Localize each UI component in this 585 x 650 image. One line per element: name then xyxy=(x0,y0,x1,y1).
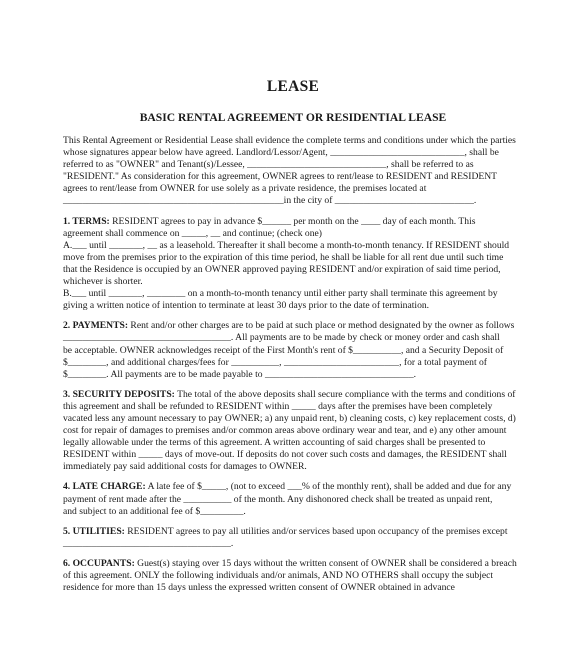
section-line: agreement shall commence on _____, __ and continue; (check one) xyxy=(63,227,322,239)
section-text: Rent and/or other charges are to be paid at such place or method designated by the owner as follows xyxy=(128,320,515,332)
intro-line: whose signatures appear below have agreed. Landlord/Lessor/Agent, ____________________________, shall be xyxy=(63,147,499,159)
section-line: ___________________________________. All payments are to be made by check or money order and cash shall xyxy=(63,332,500,344)
section-security-deposits xyxy=(63,389,523,474)
intro-line: ______________________________________________in the city of _____________________________. xyxy=(63,195,477,207)
section-line: that the Residence is occupied by an OWNER approved paying RESIDENT and/or expiration of said time period, xyxy=(63,263,501,275)
section-line: RESIDENT within _____ days of move-out. If deposits do not cover such costs and damages, the RESIDENT shall xyxy=(63,449,507,461)
section-line: legally allowable under the terms of this agreement. A written accounting of said charges shall be presented to xyxy=(63,437,486,449)
section-terms xyxy=(63,216,523,313)
section-line: $________. All payments are to be made payable to _______________________________. xyxy=(63,368,417,380)
section-heading: 6. OCCUPANTS: xyxy=(63,557,135,569)
document-subtitle: BASIC RENTAL AGREEMENT OR RESIDENTIAL LEASE xyxy=(139,111,447,124)
intro-line: referred to as "OWNER" and Tenant(s)/Lessee, _____________________________, shall be referred to as xyxy=(63,159,474,171)
section-line: vacated less any amount necessary to pay OWNER; a) any unpaid rent, b) cleaning costs, c) key replacement costs, d) xyxy=(63,412,516,424)
section-late-charge xyxy=(63,481,523,517)
intro-paragraph xyxy=(63,135,523,208)
section-line: and subject to an additional fee of $_________. xyxy=(63,505,246,517)
intro-line: This Rental Agreement or Residential Lease shall evidence the complete terms and conditions under which the parties xyxy=(63,135,516,146)
section-heading: 5. UTILITIES: xyxy=(63,525,125,537)
section-line: giving a written notice of intention to terminate at least 30 days prior to the date of termination. xyxy=(63,300,430,312)
section-heading: 3. SECURITY DEPOSITS: xyxy=(63,388,175,400)
section-line: residence for more than 15 days unless the expressed written consent of OWNER obtained in advance xyxy=(63,582,455,594)
intro-line: agrees to rent/lease from OWNER for use solely as a private residence, the premises located at xyxy=(63,183,427,195)
section-line: whichever is shorter. xyxy=(63,276,143,288)
section-payments xyxy=(63,320,523,380)
section-text: RESIDENT agrees to pay all utilities and/or services based upon occupancy of the premises except xyxy=(124,525,508,537)
section-utilities xyxy=(63,526,523,550)
section-heading: 1. TERMS: xyxy=(63,215,110,227)
section-line: be acceptable. OWNER acknowledges receipt of the First Month's rent of $__________, and a Security Deposit of xyxy=(63,344,504,356)
document-title: LEASE xyxy=(266,78,320,95)
section-line: payment of rent made after the __________ of the month. Any dishonored check shall be treated as unpaid rent, xyxy=(63,493,493,505)
section-line: A.___ until _______, __ as a leasehold. Thereafter it shall become a month-to-month tenancy. If RESIDENT should xyxy=(63,239,510,251)
section-heading: 2. PAYMENTS: xyxy=(63,320,129,332)
section-line: move from the premises prior to the expiration of this time period, he shall be liable for all rent due until such time xyxy=(63,251,504,263)
section-heading: 4. LATE CHARGE: xyxy=(63,481,146,493)
section-text: A late fee of $_____, (not to exceed ___% of the monthly rent), shall be added and due for any xyxy=(145,481,512,493)
section-text: The total of the above deposits shall secure compliance with the terms and conditions of xyxy=(174,388,516,400)
section-line: cost for repair of damages to premises and/or common areas above ordinary wear and tear, and e) any other amount xyxy=(63,425,507,437)
section-line: $________, and additional charges/fees for __________, ________________________, for a total payment of xyxy=(63,356,488,368)
section-occupants xyxy=(63,558,523,594)
section-text: RESIDENT agrees to pay in advance $______ per month on the ____ day of each month. This xyxy=(109,215,476,227)
section-text: Guest(s) staying over 15 days without the written consent of OWNER shall be considered a breach xyxy=(134,557,517,569)
intro-line: "RESIDENT." As consideration for this agreement, OWNER agrees to rent/lease to RESIDENT and RESIDENT xyxy=(63,171,498,183)
section-line: B.___ until _______, ________ on a month-to-month tenancy until either party shall terminate this agreement by xyxy=(63,288,498,300)
section-line: immediately pay said additional costs for damages to OWNER. xyxy=(63,461,307,473)
section-line: this agreement and shall be refunded to RESIDENT within _____ days after the premises have been completely xyxy=(63,400,493,412)
section-line: of this agreement. ONLY the following individuals and/or animals, AND NO OTHERS shall occupy the subject xyxy=(63,570,494,581)
section-line: ___________________________________. xyxy=(63,537,234,549)
